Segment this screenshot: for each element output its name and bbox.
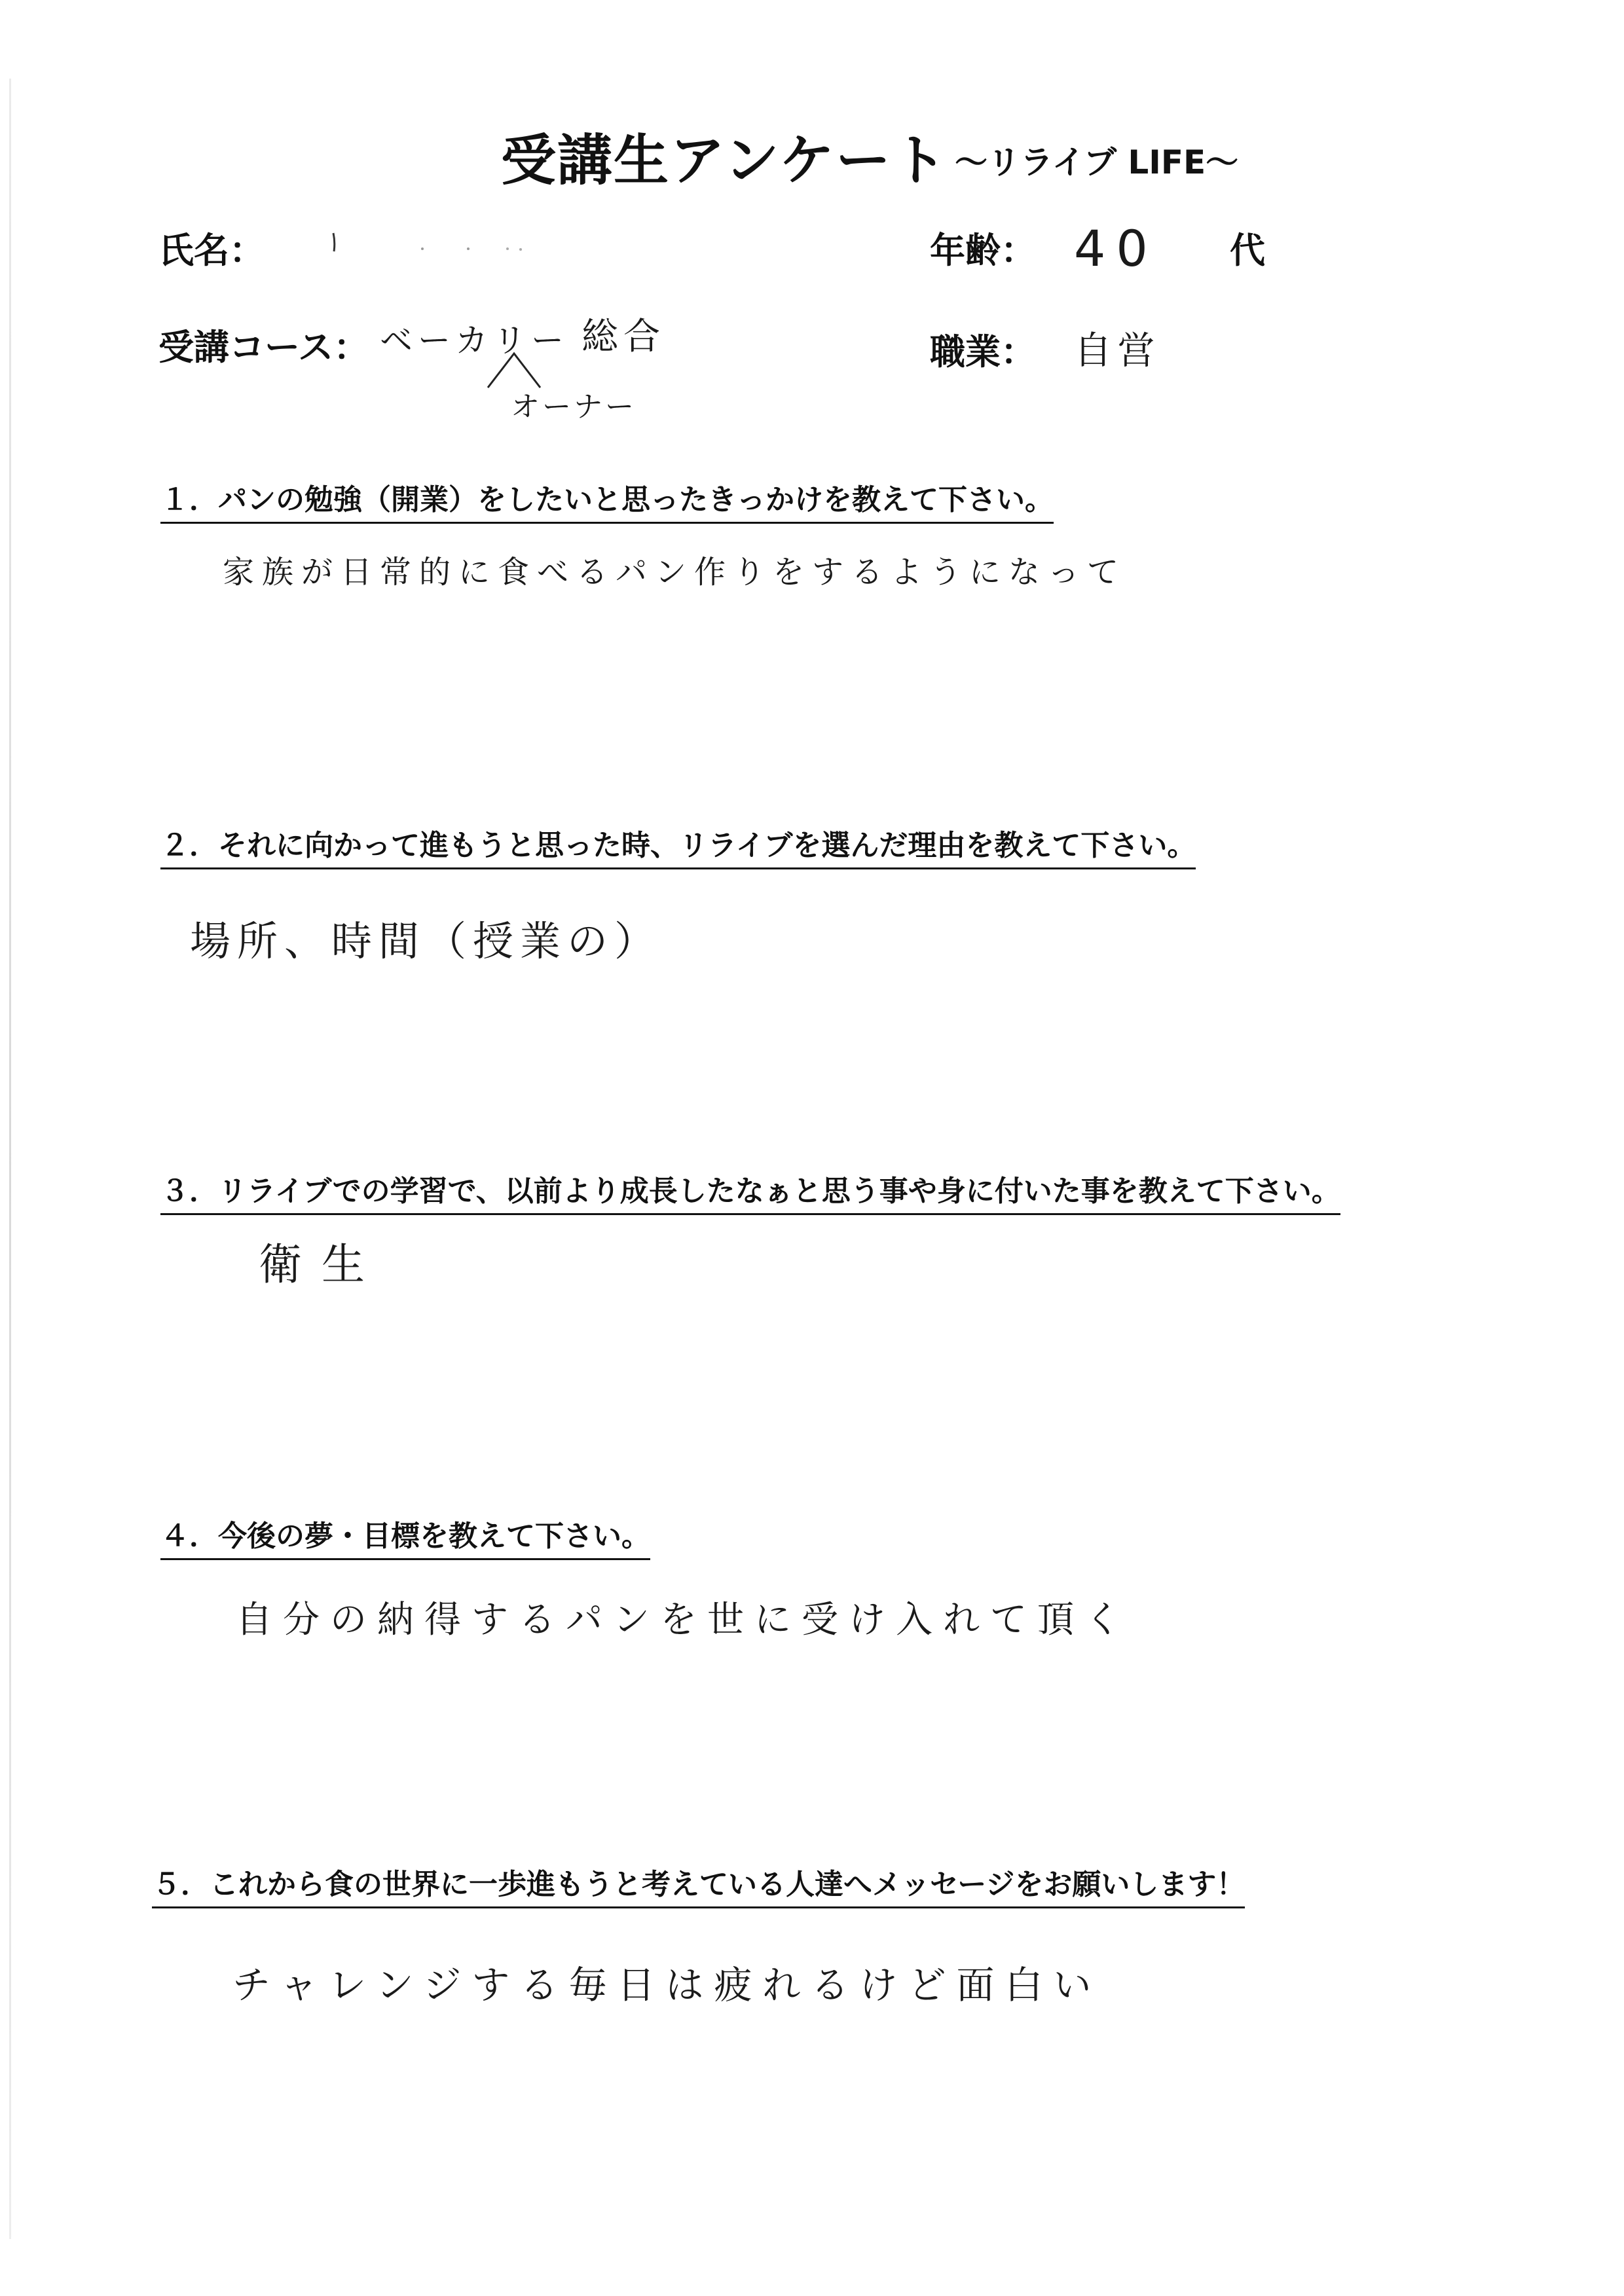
answer-2: 場所、時間（授業の） — [190, 917, 662, 965]
question-2: ２．それに向かって進もうと思った時、リライブを選んだ理由を教えて下さい。 — [160, 822, 1196, 869]
name-label: 氏名： — [158, 230, 265, 271]
answer-3: 衛生 — [259, 1239, 384, 1290]
age-label: 年齢： — [930, 230, 1036, 271]
job-label: 職業： — [930, 331, 1036, 373]
page-title: 受講生アンケート — [501, 128, 948, 192]
course-value-total: 総合 — [581, 316, 665, 358]
question-5: ５．これから食の世界に一歩進もうと考えている人達へメッセージをお願いします！ — [152, 1861, 1245, 1908]
answer-1: 家族が日常的に食べるパン作りをするようになって — [223, 554, 1127, 591]
question-3: ３．リライブでの学習で、以前より成長したなぁと思う事や身に付いた事を教えて下さい。 — [160, 1167, 1340, 1215]
question-1: １．パンの勉強（開業）をしたいと思ったきっかけを教えて下さい。 — [160, 476, 1054, 524]
page-subtitle: ～リライブ LIFE～ — [955, 143, 1239, 181]
redacted-name-marks — [331, 229, 547, 255]
scan-edge-shadow — [9, 79, 11, 2239]
answer-4: 自分の納得するパンを世に受け入れて頂く — [236, 1599, 1132, 1641]
header — [0, 117, 1624, 195]
age-unit: 代 — [1230, 230, 1265, 271]
course-label: 受講コース： — [158, 327, 369, 368]
course-value: ベーカリー — [380, 321, 569, 359]
question-4: ４．今後の夢・目標を教えて下さい。 — [160, 1512, 650, 1560]
course-inserted-owner: オーナー — [511, 390, 637, 424]
job-value: 自営 — [1074, 328, 1161, 373]
answer-5: チャレンジする毎日は疲れるけど面白い — [232, 1963, 1102, 2007]
age-value: 40 — [1074, 219, 1158, 278]
